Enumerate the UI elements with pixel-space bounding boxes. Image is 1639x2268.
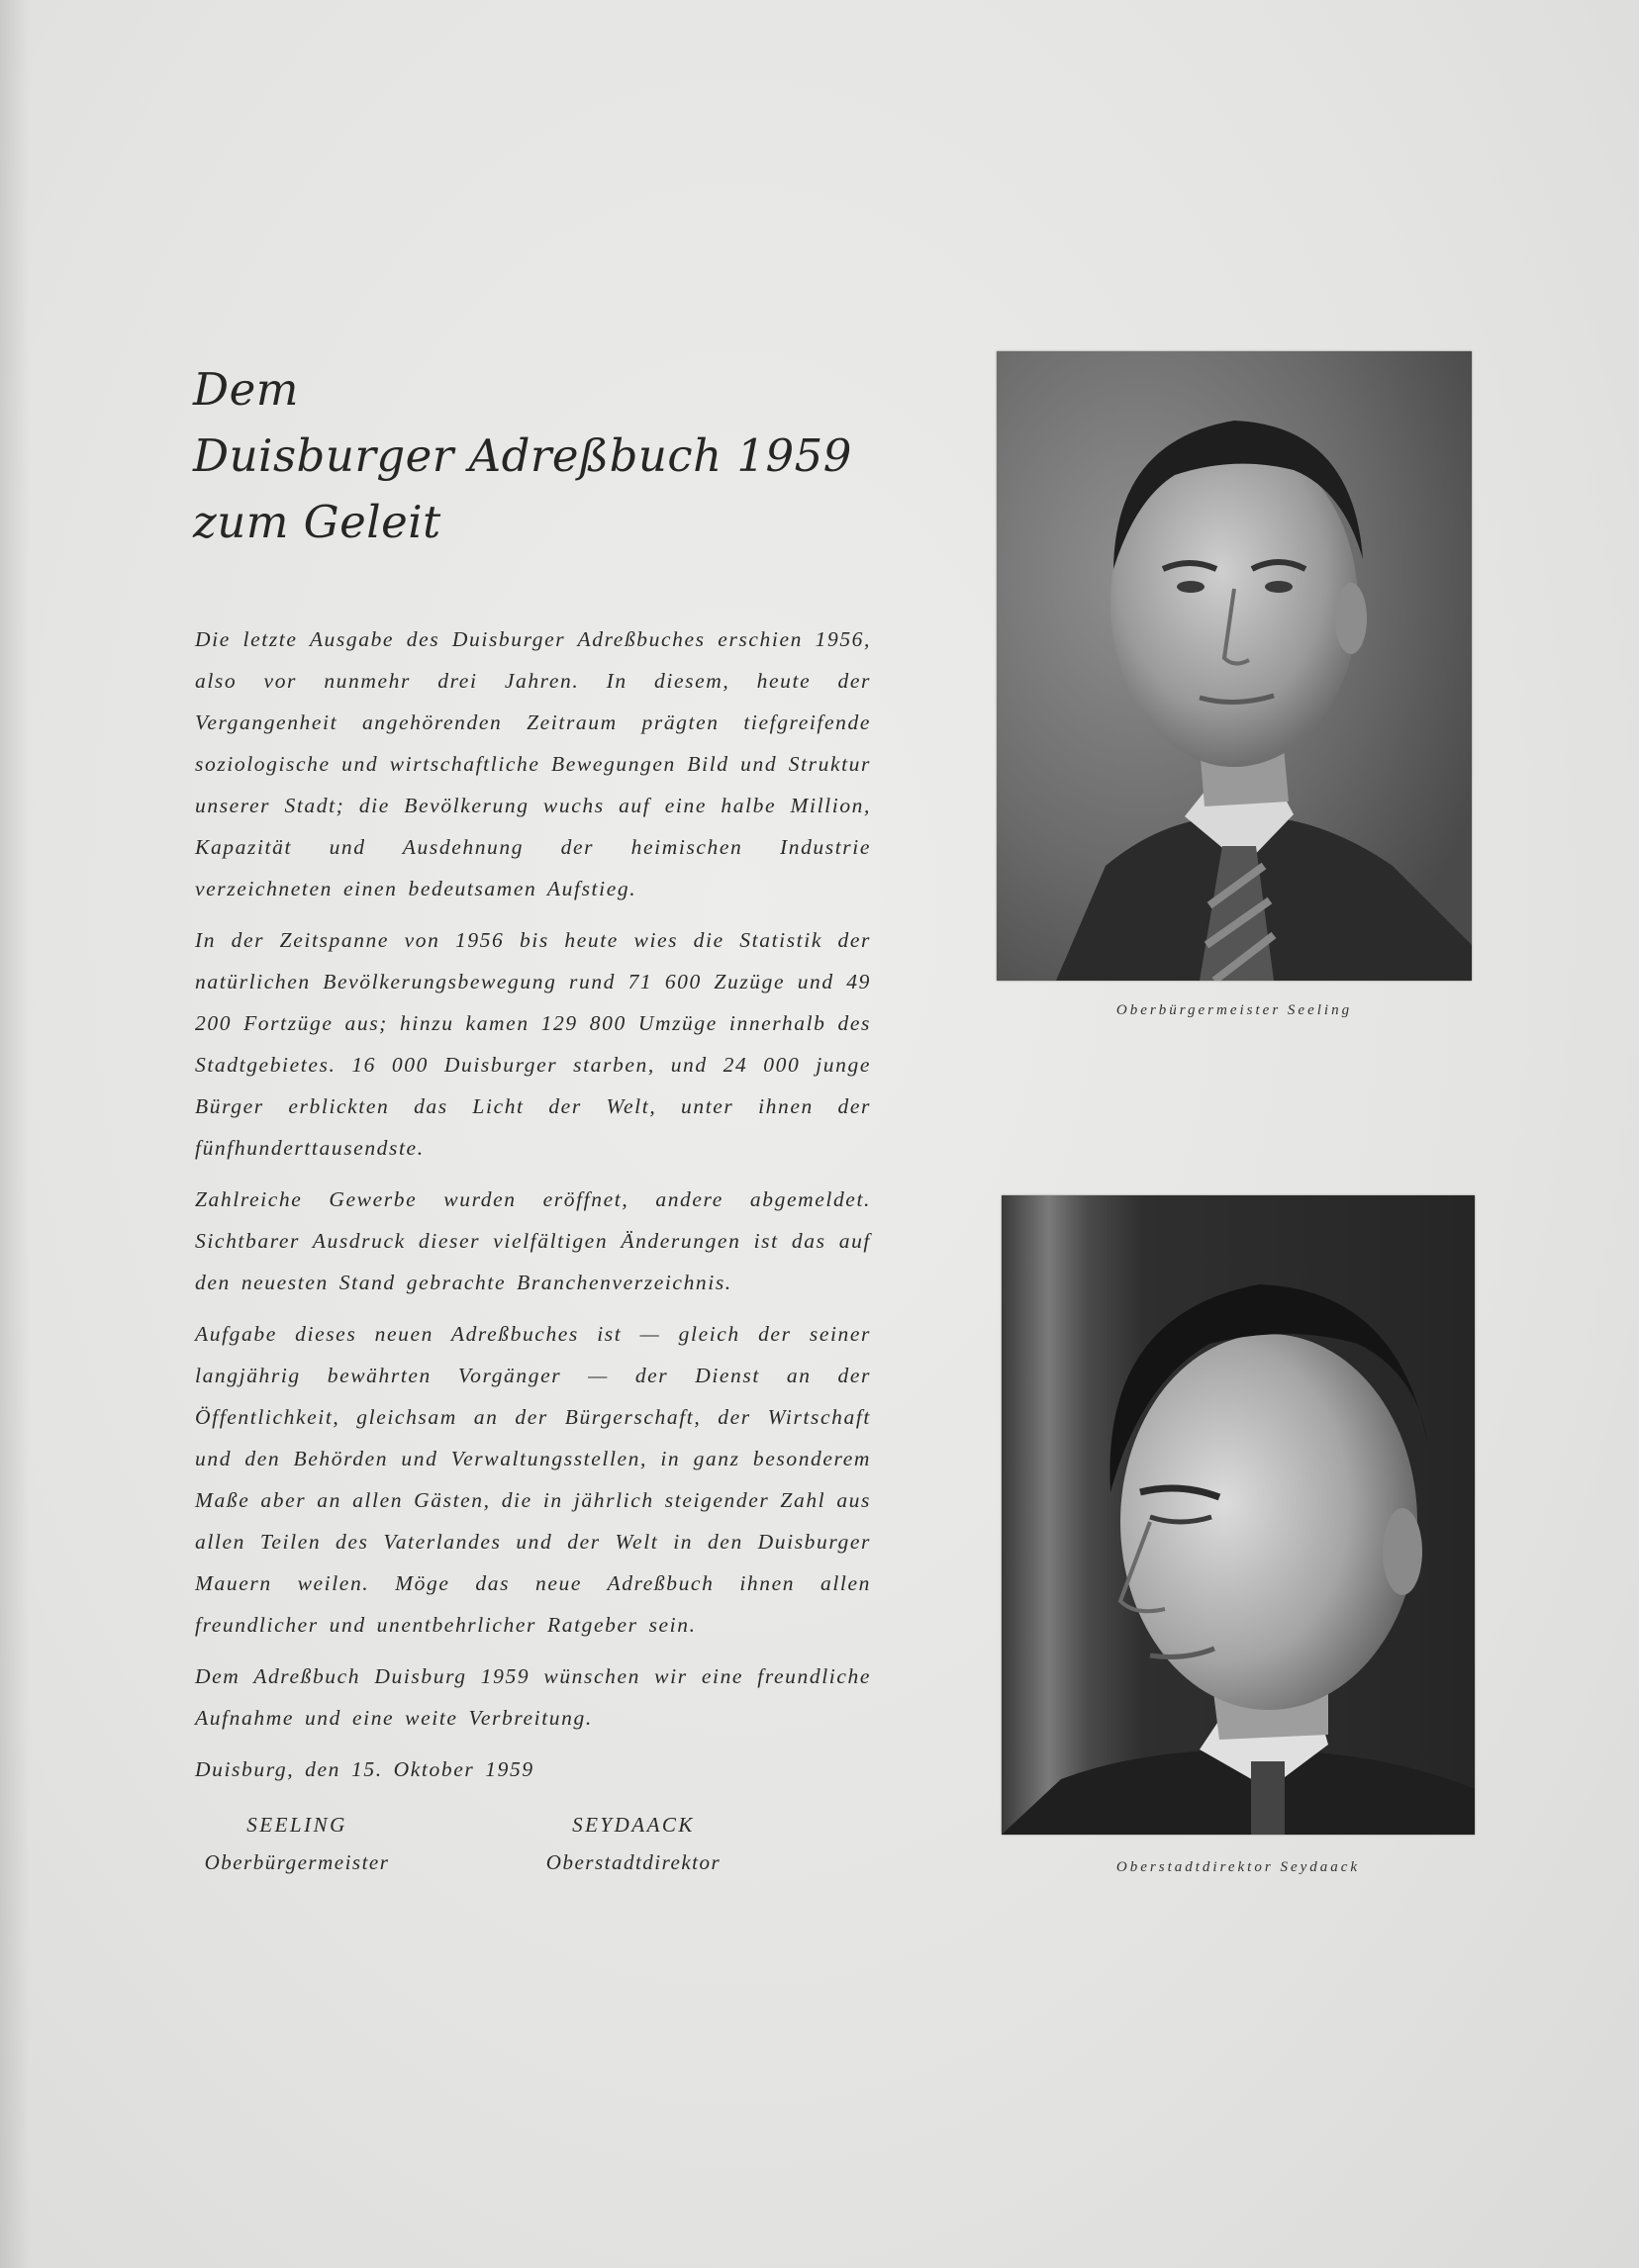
title-line-2: Duisburger Adreßbuch 1959 [193,429,852,482]
paragraph-1: Die letzte Ausgabe des Duisburger Adreßbuches erschien 1956, also vor nunmehr drei Jahren. In diesem, heute der Vergangenheit angehörenden Zeitraum prägten tiefgreifende soziologische und wirtschaftliche Bewegungen Bild und Struktur unserer Stadt; die Bevölkerung wuchs auf eine halbe Million, Kapazität und Ausdehnung der heimischen Industrie verzeichneten einen bedeutsamen Aufstieg. [195,627,871,900]
title-line-1: Dem [193,363,299,416]
paragraph-3: Zahlreiche Gewerbe wurden eröffnet, andere abgemeldet. Sichtbarer Ausdruck dieser vielfältigen Änderungen ist das auf den neuesten Stand gebrachte Branchenverzeichnis. [195,1187,871,1294]
page-title [193,356,886,555]
signature-left [148,1806,445,1881]
title-line-3: zum Geleit [193,496,441,548]
portrait-photo-top [997,351,1472,981]
signature-right-role: Oberstadtdirektor [545,1850,722,1874]
paragraph-4: Aufgabe dieses neuen Adreßbuches ist — gleich der seiner langjährig bewährten Vorgänger — der Dienst an der Öffentlichkeit, gleichsam an der Bürgerschaft, der Wirtschaft und den Behörden und Verwaltungsstellen, in ganz besonderem Maße aber an allen Gästen, die in jährlich steigender Zahl aus allen Teilen des Vaterlandes und der Welt in den Duisburger Mauern weilen. Möge das neue Adreßbuch ihnen allen freundlicher und unentbehrlicher Ratgeber sein. [195,1322,871,1637]
caption-bottom: Oberstadtdirektor Seydaack [1115,1859,1361,1875]
place-date: Duisburg, den 15. Oktober 1959 [195,1757,534,1781]
signature-right-name: SEYDAACK [572,1813,695,1837]
signature-left-role: Oberbürgermeister [204,1850,390,1874]
signatures [204,1806,871,1885]
portrait-photo-bottom [1002,1195,1475,1835]
paragraph-5: Dem Adreßbuch Duisburg 1959 wünschen wir eine freundliche Aufnahme und eine weite Verbreitung. [195,1664,871,1730]
caption-top: Oberbürgermeister Seeling [1115,1002,1353,1018]
body-text [195,618,871,1800]
signature-right [485,1806,782,1881]
signature-left-name: SEELING [246,1813,347,1837]
paragraph-2: In der Zeitspanne von 1956 bis heute wies die Statistik der natürlichen Bevölkerungsbewegung rund 71 600 Zuzüge und 49 200 Fortzüge aus; hinzu kamen 129 800 Umzüge innerhalb des Stadtgebietes. 16 000 Duisburger starben, und 24 000 junge Bürger erblickten das Licht der Welt, unter ihnen der fünfhunderttausendste. [195,928,871,1160]
